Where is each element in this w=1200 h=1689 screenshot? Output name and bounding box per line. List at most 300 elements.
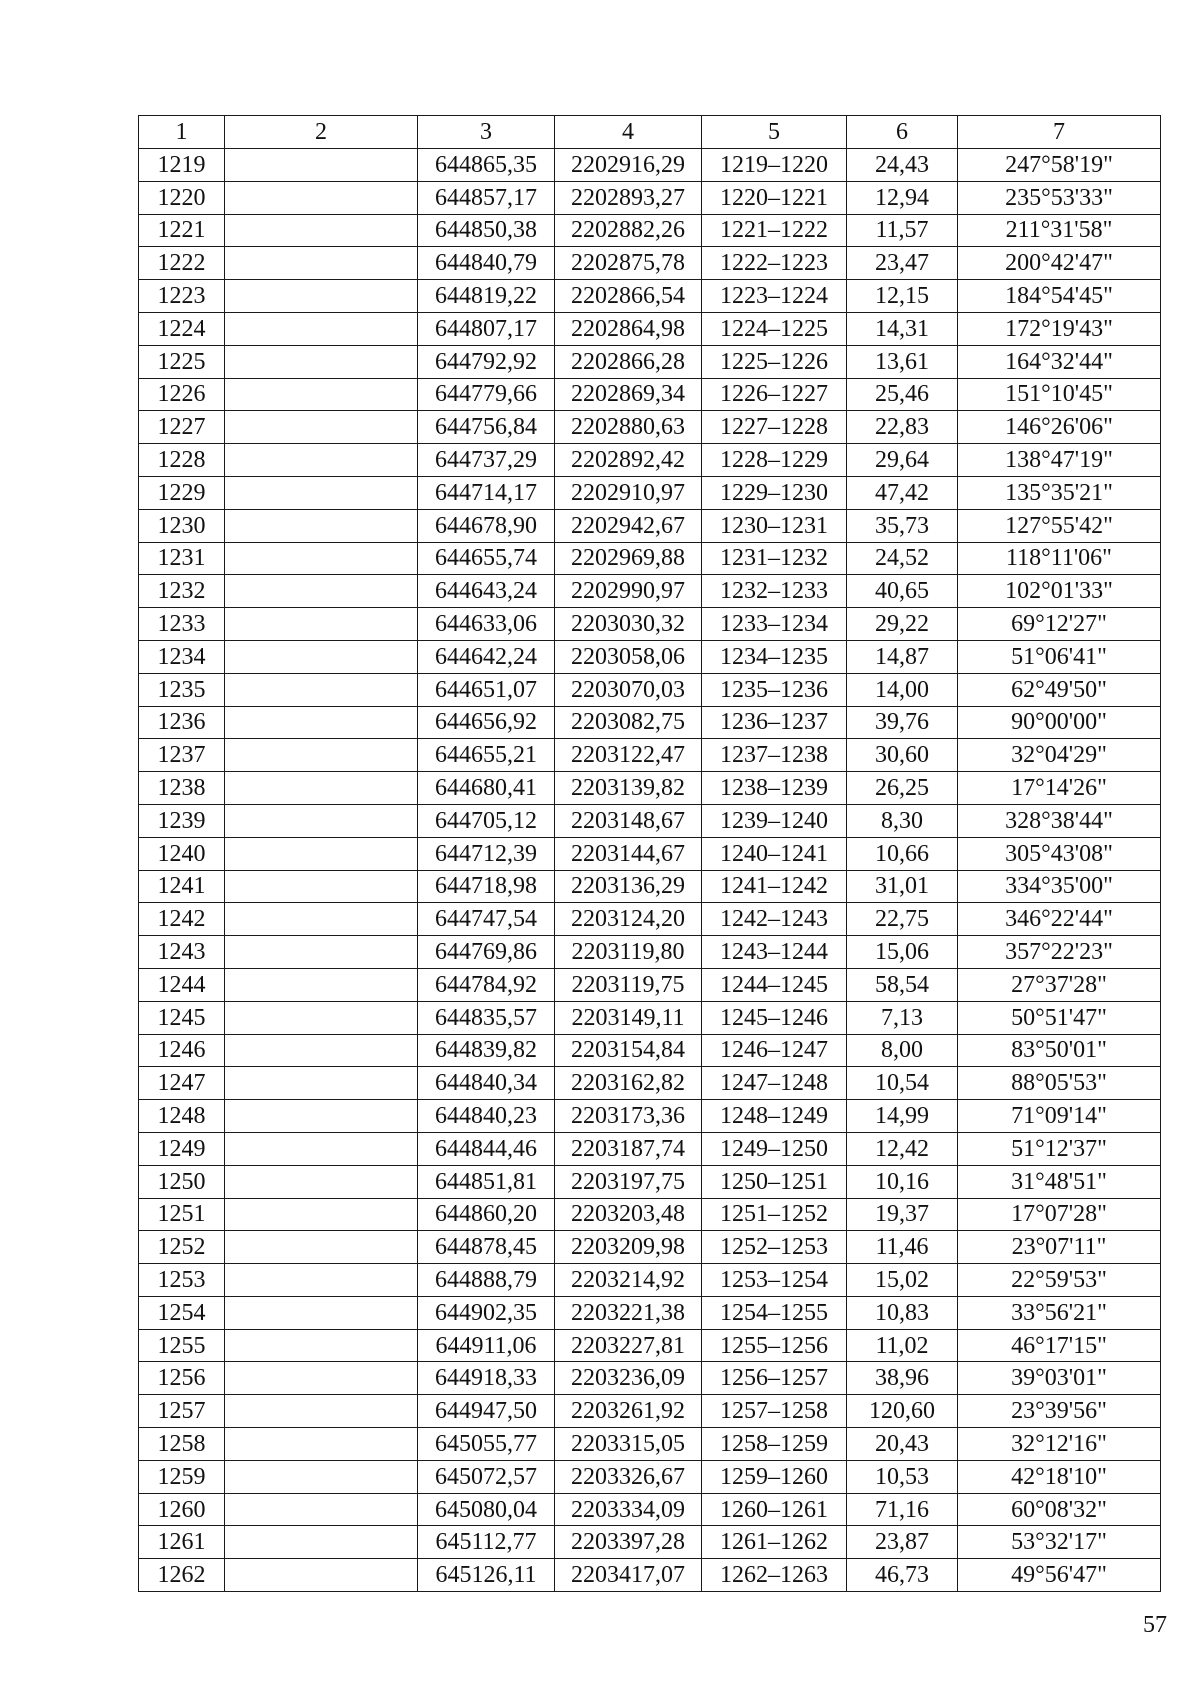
table-row bbox=[139, 1395, 1161, 1428]
column-2-cell bbox=[225, 1034, 418, 1067]
x-coordinate-cell: 644835,57 bbox=[418, 1001, 555, 1034]
segment-cell: 1246–1247 bbox=[702, 1034, 847, 1067]
point-number-cell: 1232 bbox=[139, 575, 225, 608]
column-2-cell bbox=[225, 673, 418, 706]
table-row bbox=[139, 181, 1161, 214]
table-row bbox=[139, 870, 1161, 903]
point-number-cell: 1244 bbox=[139, 968, 225, 1001]
y-coordinate-cell: 2203214,92 bbox=[555, 1264, 702, 1297]
segment-cell: 1223–1224 bbox=[702, 280, 847, 313]
distance-cell: 11,46 bbox=[847, 1231, 958, 1264]
column-2-cell bbox=[225, 476, 418, 509]
table-row bbox=[139, 312, 1161, 345]
x-coordinate-cell: 644860,20 bbox=[418, 1198, 555, 1231]
bearing-cell: 22°59'53" bbox=[958, 1264, 1161, 1297]
column-2-cell bbox=[225, 444, 418, 477]
coordinates-table bbox=[138, 115, 1161, 1592]
segment-cell: 1242–1243 bbox=[702, 903, 847, 936]
y-coordinate-cell: 2202893,27 bbox=[555, 181, 702, 214]
point-number-cell: 1245 bbox=[139, 1001, 225, 1034]
y-coordinate-cell: 2203070,03 bbox=[555, 673, 702, 706]
table-row bbox=[139, 706, 1161, 739]
table-row bbox=[139, 575, 1161, 608]
table-row bbox=[139, 739, 1161, 772]
distance-cell: 22,83 bbox=[847, 411, 958, 444]
column-2-cell bbox=[225, 804, 418, 837]
segment-cell: 1222–1223 bbox=[702, 247, 847, 280]
segment-cell: 1259–1260 bbox=[702, 1460, 847, 1493]
y-coordinate-cell: 2203209,98 bbox=[555, 1231, 702, 1264]
y-coordinate-cell: 2202910,97 bbox=[555, 476, 702, 509]
segment-cell: 1238–1239 bbox=[702, 772, 847, 805]
table-row bbox=[139, 1296, 1161, 1329]
distance-cell: 14,99 bbox=[847, 1100, 958, 1133]
x-coordinate-cell: 644737,29 bbox=[418, 444, 555, 477]
y-coordinate-cell: 2202990,97 bbox=[555, 575, 702, 608]
table-row bbox=[139, 280, 1161, 313]
point-number-cell: 1246 bbox=[139, 1034, 225, 1067]
bearing-cell: 127°55'42" bbox=[958, 509, 1161, 542]
column-2-cell bbox=[225, 968, 418, 1001]
y-coordinate-cell: 2202864,98 bbox=[555, 312, 702, 345]
table-row bbox=[139, 1132, 1161, 1165]
segment-cell: 1229–1230 bbox=[702, 476, 847, 509]
y-coordinate-cell: 2203154,84 bbox=[555, 1034, 702, 1067]
x-coordinate-cell: 644718,98 bbox=[418, 870, 555, 903]
segment-cell: 1260–1261 bbox=[702, 1493, 847, 1526]
bearing-cell: 17°14'26" bbox=[958, 772, 1161, 805]
table-row bbox=[139, 640, 1161, 673]
table-row bbox=[139, 1067, 1161, 1100]
x-coordinate-cell: 644840,23 bbox=[418, 1100, 555, 1133]
column-2-cell bbox=[225, 706, 418, 739]
x-coordinate-cell: 644655,74 bbox=[418, 542, 555, 575]
point-number-cell: 1230 bbox=[139, 509, 225, 542]
column-header: 1 bbox=[139, 116, 225, 149]
table-row bbox=[139, 476, 1161, 509]
y-coordinate-cell: 2203082,75 bbox=[555, 706, 702, 739]
point-number-cell: 1251 bbox=[139, 1198, 225, 1231]
distance-cell: 120,60 bbox=[847, 1395, 958, 1428]
table-row bbox=[139, 1493, 1161, 1526]
distance-cell: 29,64 bbox=[847, 444, 958, 477]
point-number-cell: 1240 bbox=[139, 837, 225, 870]
point-number-cell: 1233 bbox=[139, 608, 225, 641]
table-row bbox=[139, 345, 1161, 378]
segment-cell: 1239–1240 bbox=[702, 804, 847, 837]
column-2-cell bbox=[225, 1362, 418, 1395]
distance-cell: 23,47 bbox=[847, 247, 958, 280]
x-coordinate-cell: 644851,81 bbox=[418, 1165, 555, 1198]
bearing-cell: 88°05'53" bbox=[958, 1067, 1161, 1100]
column-2-cell bbox=[225, 1067, 418, 1100]
column-header: 4 bbox=[555, 116, 702, 149]
point-number-cell: 1223 bbox=[139, 280, 225, 313]
point-number-cell: 1231 bbox=[139, 542, 225, 575]
point-number-cell: 1253 bbox=[139, 1264, 225, 1297]
point-number-cell: 1248 bbox=[139, 1100, 225, 1133]
x-coordinate-cell: 644643,24 bbox=[418, 575, 555, 608]
x-coordinate-cell: 645072,57 bbox=[418, 1460, 555, 1493]
table-row bbox=[139, 247, 1161, 280]
segment-cell: 1248–1249 bbox=[702, 1100, 847, 1133]
point-number-cell: 1229 bbox=[139, 476, 225, 509]
distance-cell: 58,54 bbox=[847, 968, 958, 1001]
x-coordinate-cell: 644714,17 bbox=[418, 476, 555, 509]
distance-cell: 15,06 bbox=[847, 936, 958, 969]
x-coordinate-cell: 644857,17 bbox=[418, 181, 555, 214]
point-number-cell: 1235 bbox=[139, 673, 225, 706]
x-coordinate-cell: 644656,92 bbox=[418, 706, 555, 739]
x-coordinate-cell: 644784,92 bbox=[418, 968, 555, 1001]
distance-cell: 14,31 bbox=[847, 312, 958, 345]
distance-cell: 14,00 bbox=[847, 673, 958, 706]
point-number-cell: 1252 bbox=[139, 1231, 225, 1264]
column-2-cell bbox=[225, 181, 418, 214]
header-row bbox=[139, 116, 1161, 149]
y-coordinate-cell: 2202916,29 bbox=[555, 149, 702, 182]
x-coordinate-cell: 644712,39 bbox=[418, 837, 555, 870]
table-header bbox=[139, 116, 1161, 149]
distance-cell: 26,25 bbox=[847, 772, 958, 805]
table-row bbox=[139, 1165, 1161, 1198]
y-coordinate-cell: 2202866,28 bbox=[555, 345, 702, 378]
distance-cell: 24,52 bbox=[847, 542, 958, 575]
x-coordinate-cell: 644633,06 bbox=[418, 608, 555, 641]
bearing-cell: 27°37'28" bbox=[958, 968, 1161, 1001]
table-row bbox=[139, 936, 1161, 969]
segment-cell: 1231–1232 bbox=[702, 542, 847, 575]
table-row bbox=[139, 772, 1161, 805]
column-2-cell bbox=[225, 739, 418, 772]
segment-cell: 1225–1226 bbox=[702, 345, 847, 378]
segment-cell: 1250–1251 bbox=[702, 1165, 847, 1198]
distance-cell: 7,13 bbox=[847, 1001, 958, 1034]
x-coordinate-cell: 644947,50 bbox=[418, 1395, 555, 1428]
bearing-cell: 32°12'16" bbox=[958, 1428, 1161, 1461]
y-coordinate-cell: 2203148,67 bbox=[555, 804, 702, 837]
table-row bbox=[139, 1198, 1161, 1231]
distance-cell: 25,46 bbox=[847, 378, 958, 411]
y-coordinate-cell: 2203119,80 bbox=[555, 936, 702, 969]
segment-cell: 1234–1235 bbox=[702, 640, 847, 673]
segment-cell: 1256–1257 bbox=[702, 1362, 847, 1395]
y-coordinate-cell: 2203334,09 bbox=[555, 1493, 702, 1526]
column-2-cell bbox=[225, 837, 418, 870]
table-row bbox=[139, 837, 1161, 870]
bearing-cell: 138°47'19" bbox=[958, 444, 1161, 477]
column-header: 3 bbox=[418, 116, 555, 149]
column-2-cell bbox=[225, 378, 418, 411]
distance-cell: 11,57 bbox=[847, 214, 958, 247]
bearing-cell: 357°22'23" bbox=[958, 936, 1161, 969]
column-2-cell bbox=[225, 870, 418, 903]
column-2-cell bbox=[225, 1329, 418, 1362]
table-body bbox=[139, 149, 1161, 1592]
page-number: 57 bbox=[1143, 1612, 1167, 1638]
bearing-cell: 71°09'14" bbox=[958, 1100, 1161, 1133]
segment-cell: 1245–1246 bbox=[702, 1001, 847, 1034]
column-2-cell bbox=[225, 1493, 418, 1526]
point-number-cell: 1220 bbox=[139, 181, 225, 214]
segment-cell: 1257–1258 bbox=[702, 1395, 847, 1428]
distance-cell: 15,02 bbox=[847, 1264, 958, 1297]
bearing-cell: 62°49'50" bbox=[958, 673, 1161, 706]
column-2-cell bbox=[225, 1395, 418, 1428]
column-2-cell bbox=[225, 1428, 418, 1461]
y-coordinate-cell: 2202866,54 bbox=[555, 280, 702, 313]
y-coordinate-cell: 2203417,07 bbox=[555, 1559, 702, 1592]
distance-cell: 38,96 bbox=[847, 1362, 958, 1395]
x-coordinate-cell: 644655,21 bbox=[418, 739, 555, 772]
y-coordinate-cell: 2203124,20 bbox=[555, 903, 702, 936]
segment-cell: 1251–1252 bbox=[702, 1198, 847, 1231]
point-number-cell: 1234 bbox=[139, 640, 225, 673]
y-coordinate-cell: 2202875,78 bbox=[555, 247, 702, 280]
table-row bbox=[139, 804, 1161, 837]
bearing-cell: 164°32'44" bbox=[958, 345, 1161, 378]
y-coordinate-cell: 2202892,42 bbox=[555, 444, 702, 477]
table-row bbox=[139, 444, 1161, 477]
column-header: 2 bbox=[225, 116, 418, 149]
point-number-cell: 1242 bbox=[139, 903, 225, 936]
table-row bbox=[139, 1264, 1161, 1297]
segment-cell: 1219–1220 bbox=[702, 149, 847, 182]
point-number-cell: 1226 bbox=[139, 378, 225, 411]
table-row bbox=[139, 1329, 1161, 1362]
y-coordinate-cell: 2203119,75 bbox=[555, 968, 702, 1001]
point-number-cell: 1250 bbox=[139, 1165, 225, 1198]
segment-cell: 1240–1241 bbox=[702, 837, 847, 870]
column-2-cell bbox=[225, 1132, 418, 1165]
column-header: 6 bbox=[847, 116, 958, 149]
segment-cell: 1226–1227 bbox=[702, 378, 847, 411]
x-coordinate-cell: 644850,38 bbox=[418, 214, 555, 247]
bearing-cell: 346°22'44" bbox=[958, 903, 1161, 936]
bearing-cell: 69°12'27" bbox=[958, 608, 1161, 641]
point-number-cell: 1227 bbox=[139, 411, 225, 444]
bearing-cell: 46°17'15" bbox=[958, 1329, 1161, 1362]
bearing-cell: 135°35'21" bbox=[958, 476, 1161, 509]
distance-cell: 40,65 bbox=[847, 575, 958, 608]
distance-cell: 23,87 bbox=[847, 1526, 958, 1559]
distance-cell: 14,87 bbox=[847, 640, 958, 673]
table-row bbox=[139, 1559, 1161, 1592]
distance-cell: 47,42 bbox=[847, 476, 958, 509]
distance-cell: 12,15 bbox=[847, 280, 958, 313]
column-2-cell bbox=[225, 1198, 418, 1231]
point-number-cell: 1237 bbox=[139, 739, 225, 772]
bearing-cell: 23°39'56" bbox=[958, 1395, 1161, 1428]
point-number-cell: 1243 bbox=[139, 936, 225, 969]
x-coordinate-cell: 645080,04 bbox=[418, 1493, 555, 1526]
bearing-cell: 42°18'10" bbox=[958, 1460, 1161, 1493]
segment-cell: 1247–1248 bbox=[702, 1067, 847, 1100]
y-coordinate-cell: 2203197,75 bbox=[555, 1165, 702, 1198]
y-coordinate-cell: 2203326,67 bbox=[555, 1460, 702, 1493]
segment-cell: 1232–1233 bbox=[702, 575, 847, 608]
bearing-cell: 200°42'47" bbox=[958, 247, 1161, 280]
y-coordinate-cell: 2202869,34 bbox=[555, 378, 702, 411]
distance-cell: 29,22 bbox=[847, 608, 958, 641]
x-coordinate-cell: 644678,90 bbox=[418, 509, 555, 542]
segment-cell: 1228–1229 bbox=[702, 444, 847, 477]
column-2-cell bbox=[225, 214, 418, 247]
point-number-cell: 1225 bbox=[139, 345, 225, 378]
point-number-cell: 1224 bbox=[139, 312, 225, 345]
point-number-cell: 1236 bbox=[139, 706, 225, 739]
y-coordinate-cell: 2203144,67 bbox=[555, 837, 702, 870]
distance-cell: 10,53 bbox=[847, 1460, 958, 1493]
segment-cell: 1235–1236 bbox=[702, 673, 847, 706]
distance-cell: 8,00 bbox=[847, 1034, 958, 1067]
column-2-cell bbox=[225, 1526, 418, 1559]
point-number-cell: 1219 bbox=[139, 149, 225, 182]
y-coordinate-cell: 2203227,81 bbox=[555, 1329, 702, 1362]
x-coordinate-cell: 645055,77 bbox=[418, 1428, 555, 1461]
column-2-cell bbox=[225, 1100, 418, 1133]
bearing-cell: 151°10'45" bbox=[958, 378, 1161, 411]
bearing-cell: 328°38'44" bbox=[958, 804, 1161, 837]
table-row bbox=[139, 214, 1161, 247]
distance-cell: 11,02 bbox=[847, 1329, 958, 1362]
table-row bbox=[139, 903, 1161, 936]
table-row bbox=[139, 542, 1161, 575]
bearing-cell: 60°08'32" bbox=[958, 1493, 1161, 1526]
y-coordinate-cell: 2202882,26 bbox=[555, 214, 702, 247]
column-2-cell bbox=[225, 1296, 418, 1329]
table-row bbox=[139, 1034, 1161, 1067]
y-coordinate-cell: 2203397,28 bbox=[555, 1526, 702, 1559]
x-coordinate-cell: 644918,33 bbox=[418, 1362, 555, 1395]
column-2-cell bbox=[225, 1001, 418, 1034]
point-number-cell: 1257 bbox=[139, 1395, 225, 1428]
point-number-cell: 1258 bbox=[139, 1428, 225, 1461]
y-coordinate-cell: 2203221,38 bbox=[555, 1296, 702, 1329]
segment-cell: 1224–1225 bbox=[702, 312, 847, 345]
table-row bbox=[139, 1100, 1161, 1133]
segment-cell: 1262–1263 bbox=[702, 1559, 847, 1592]
table-row bbox=[139, 509, 1161, 542]
bearing-cell: 50°51'47" bbox=[958, 1001, 1161, 1034]
bearing-cell: 247°58'19" bbox=[958, 149, 1161, 182]
column-2-cell bbox=[225, 247, 418, 280]
segment-cell: 1255–1256 bbox=[702, 1329, 847, 1362]
y-coordinate-cell: 2202880,63 bbox=[555, 411, 702, 444]
segment-cell: 1221–1222 bbox=[702, 214, 847, 247]
x-coordinate-cell: 644651,07 bbox=[418, 673, 555, 706]
distance-cell: 46,73 bbox=[847, 1559, 958, 1592]
point-number-cell: 1261 bbox=[139, 1526, 225, 1559]
x-coordinate-cell: 644878,45 bbox=[418, 1231, 555, 1264]
y-coordinate-cell: 2203162,82 bbox=[555, 1067, 702, 1100]
table-row bbox=[139, 608, 1161, 641]
x-coordinate-cell: 644911,06 bbox=[418, 1329, 555, 1362]
point-number-cell: 1247 bbox=[139, 1067, 225, 1100]
distance-cell: 12,42 bbox=[847, 1132, 958, 1165]
segment-cell: 1237–1238 bbox=[702, 739, 847, 772]
point-number-cell: 1238 bbox=[139, 772, 225, 805]
column-2-cell bbox=[225, 1165, 418, 1198]
x-coordinate-cell: 644642,24 bbox=[418, 640, 555, 673]
point-number-cell: 1249 bbox=[139, 1132, 225, 1165]
point-number-cell: 1228 bbox=[139, 444, 225, 477]
table-row bbox=[139, 968, 1161, 1001]
segment-cell: 1253–1254 bbox=[702, 1264, 847, 1297]
y-coordinate-cell: 2203136,29 bbox=[555, 870, 702, 903]
point-number-cell: 1256 bbox=[139, 1362, 225, 1395]
segment-cell: 1244–1245 bbox=[702, 968, 847, 1001]
distance-cell: 8,30 bbox=[847, 804, 958, 837]
distance-cell: 10,66 bbox=[847, 837, 958, 870]
column-header: 7 bbox=[958, 116, 1161, 149]
bearing-cell: 53°32'17" bbox=[958, 1526, 1161, 1559]
column-2-cell bbox=[225, 640, 418, 673]
bearing-cell: 118°11'06" bbox=[958, 542, 1161, 575]
table-row bbox=[139, 149, 1161, 182]
x-coordinate-cell: 644779,66 bbox=[418, 378, 555, 411]
segment-cell: 1236–1237 bbox=[702, 706, 847, 739]
table-row bbox=[139, 378, 1161, 411]
distance-cell: 10,54 bbox=[847, 1067, 958, 1100]
column-2-cell bbox=[225, 608, 418, 641]
table-row bbox=[139, 1231, 1161, 1264]
segment-cell: 1220–1221 bbox=[702, 181, 847, 214]
column-2-cell bbox=[225, 345, 418, 378]
segment-cell: 1258–1259 bbox=[702, 1428, 847, 1461]
point-number-cell: 1262 bbox=[139, 1559, 225, 1592]
table-row bbox=[139, 1001, 1161, 1034]
bearing-cell: 146°26'06" bbox=[958, 411, 1161, 444]
column-2-cell bbox=[225, 1559, 418, 1592]
column-2-cell bbox=[225, 312, 418, 345]
y-coordinate-cell: 2203315,05 bbox=[555, 1428, 702, 1461]
column-2-cell bbox=[225, 1264, 418, 1297]
bearing-cell: 90°00'00" bbox=[958, 706, 1161, 739]
bearing-cell: 33°56'21" bbox=[958, 1296, 1161, 1329]
point-number-cell: 1239 bbox=[139, 804, 225, 837]
segment-cell: 1254–1255 bbox=[702, 1296, 847, 1329]
column-2-cell bbox=[225, 1460, 418, 1493]
y-coordinate-cell: 2203058,06 bbox=[555, 640, 702, 673]
x-coordinate-cell: 644747,54 bbox=[418, 903, 555, 936]
table-row bbox=[139, 673, 1161, 706]
distance-cell: 10,16 bbox=[847, 1165, 958, 1198]
x-coordinate-cell: 644902,35 bbox=[418, 1296, 555, 1329]
x-coordinate-cell: 644844,46 bbox=[418, 1132, 555, 1165]
segment-cell: 1261–1262 bbox=[702, 1526, 847, 1559]
y-coordinate-cell: 2203030,32 bbox=[555, 608, 702, 641]
point-number-cell: 1254 bbox=[139, 1296, 225, 1329]
x-coordinate-cell: 644839,82 bbox=[418, 1034, 555, 1067]
y-coordinate-cell: 2202942,67 bbox=[555, 509, 702, 542]
segment-cell: 1227–1228 bbox=[702, 411, 847, 444]
bearing-cell: 211°31'58" bbox=[958, 214, 1161, 247]
distance-cell: 71,16 bbox=[847, 1493, 958, 1526]
x-coordinate-cell: 644807,17 bbox=[418, 312, 555, 345]
column-header: 5 bbox=[702, 116, 847, 149]
bearing-cell: 49°56'47" bbox=[958, 1559, 1161, 1592]
bearing-cell: 51°12'37" bbox=[958, 1132, 1161, 1165]
column-2-cell bbox=[225, 542, 418, 575]
y-coordinate-cell: 2203149,11 bbox=[555, 1001, 702, 1034]
bearing-cell: 51°06'41" bbox=[958, 640, 1161, 673]
point-number-cell: 1260 bbox=[139, 1493, 225, 1526]
table-row bbox=[139, 1526, 1161, 1559]
y-coordinate-cell: 2203187,74 bbox=[555, 1132, 702, 1165]
distance-cell: 24,43 bbox=[847, 149, 958, 182]
distance-cell: 30,60 bbox=[847, 739, 958, 772]
